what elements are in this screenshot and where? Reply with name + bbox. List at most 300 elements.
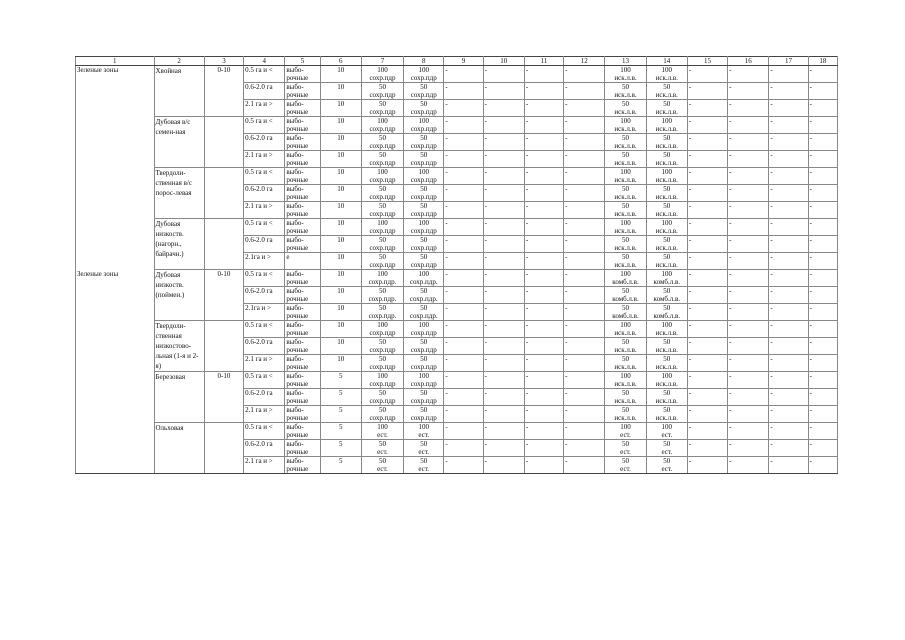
table-row [76,304,838,313]
table-cell [808,346,837,355]
table-cell: - [524,66,563,75]
table-cell [204,151,243,160]
table-cell [204,380,243,389]
table-cell: - [444,253,483,262]
table-cell: иск.л.в. [605,244,646,253]
table-cell [564,431,605,440]
table-cell [524,108,563,117]
table-cell: - [808,202,837,211]
table-cell: - [769,151,808,160]
table-cell: - [564,423,605,432]
table-cell: - [769,338,808,347]
table-row [76,321,838,330]
table-cell: - [564,389,605,398]
table-cell: сохр.пдр [404,210,444,219]
table-cell: - [728,304,769,313]
table-cell: - [524,338,563,347]
table-cell: - [483,406,524,415]
table-cell: 50 [605,202,646,211]
table-cell: сохр.пдр [361,210,403,219]
table-cell: - [769,389,808,398]
table-cell [444,142,483,151]
table-cell [483,295,524,304]
table-cell: 50 [404,304,444,313]
table-cell [76,244,155,253]
table-cell [524,142,563,151]
table-cell [687,295,727,304]
table-cell: - [808,185,837,194]
table-cell: - [808,389,837,398]
table-cell [728,448,769,457]
table-cell [524,295,563,304]
table-cell [76,278,155,287]
table-cell [483,91,524,100]
table-cell: - [769,253,808,262]
table-row [76,406,838,415]
table-cell [244,312,285,321]
table-cell: - [687,66,727,75]
table-cell: выбо- [285,66,320,75]
table-cell [204,431,243,440]
table-cell: иск.л.в. [646,227,687,236]
table-cell [483,414,524,423]
table-cell: 5 [320,440,361,449]
table-cell: 50 [404,202,444,211]
table-cell: 100 [646,372,687,381]
table-cell: иск.л.в. [605,227,646,236]
table-cell: - [564,440,605,449]
table-cell: - [524,406,563,415]
table-cell [524,125,563,134]
table-row [76,91,838,100]
table-cell: - [728,100,769,109]
table-cell: сохр.пдр. [404,278,444,287]
table-cell [564,108,605,117]
table-cell: - [687,457,727,466]
column-header: 17 [769,57,808,66]
table-cell [244,431,285,440]
table-cell [687,363,727,372]
table-cell: - [524,423,563,432]
table-cell [76,321,155,330]
table-cell: - [564,321,605,330]
table-cell: 0-10 [204,372,243,381]
table-cell: - [728,372,769,381]
table-cell [204,244,243,253]
table-cell: 50 [605,185,646,194]
table-cell: 100 [404,372,444,381]
table-cell [204,83,243,92]
table-cell [204,74,243,83]
table-cell [76,159,155,168]
table-cell: 50 [361,287,403,296]
table-cell: 50 [404,185,444,194]
table-cell [320,142,361,151]
table-cell [769,91,808,100]
table-cell [483,465,524,474]
table-cell: сохр.пдр [361,346,403,355]
table-cell [76,346,155,355]
table-cell [244,363,285,372]
table-cell: - [444,423,483,432]
table-cell: 0.5 га и < [244,117,285,126]
table-cell: - [808,355,837,364]
table-cell [204,176,243,185]
table-cell [154,465,204,474]
table-cell: 100 [646,270,687,279]
table-cell [76,91,155,100]
table-cell: Зеленые зоны [76,270,155,279]
table-cell: иск.л.в. [646,125,687,134]
table-cell: иск.л.в. [646,244,687,253]
table-cell: 5 [320,406,361,415]
table-cell [76,423,155,432]
table-cell: - [483,66,524,75]
table-cell [769,380,808,389]
table-cell [808,329,837,338]
table-cell [769,227,808,236]
table-cell [204,185,243,194]
table-cell [76,295,155,304]
table-cell: 50 [361,185,403,194]
table-cell: 100 [361,219,403,228]
table-cell: 50 [605,151,646,160]
table-cell: - [687,270,727,279]
table-cell [564,380,605,389]
table-cell: - [687,134,727,143]
table-cell [244,210,285,219]
table-cell [524,159,563,168]
table-cell [320,159,361,168]
table-cell: ест. [646,465,687,474]
table-cell: 10 [320,151,361,160]
table-cell [564,142,605,151]
table-cell: сохр.пдр [404,125,444,134]
table-cell: - [444,100,483,109]
table-cell: выбо- [285,321,320,330]
table-cell [524,244,563,253]
table-cell: иск.л.в. [646,261,687,270]
table-cell: 100 [404,423,444,432]
table-cell: 50 [404,83,444,92]
table-cell: - [483,355,524,364]
table-cell [564,74,605,83]
table-cell: сохр.пдр [361,159,403,168]
table-cell [687,193,727,202]
table-cell: - [728,321,769,330]
table-cell: 100 [404,168,444,177]
table-cell [687,125,727,134]
table-cell [76,219,155,228]
table-cell [687,448,727,457]
table-cell [154,414,204,423]
table-row [76,397,838,406]
table-cell: 50 [404,457,444,466]
table-cell: - [728,202,769,211]
table-cell [444,346,483,355]
table-cell: - [524,117,563,126]
table-cell [483,244,524,253]
table-cell: иск.л.в. [646,414,687,423]
table-cell [285,261,320,270]
table-cell [524,193,563,202]
table-cell: выбо- [285,304,320,313]
table-cell [76,338,155,347]
table-cell: 100 [646,117,687,126]
table-cell: 100 [404,270,444,279]
table-cell [320,448,361,457]
table-row [76,389,838,398]
table-cell [769,414,808,423]
table-cell: 2.1 га и > [244,355,285,364]
table-cell: иск.л.в. [605,91,646,100]
table-cell [564,193,605,202]
table-cell: 0.6-2.0 га [244,134,285,143]
table-cell: сохр.пдр [404,227,444,236]
table-cell: - [808,134,837,143]
table-row [76,423,838,432]
table-cell [154,159,204,168]
table-cell [687,380,727,389]
table-cell: 10 [320,304,361,313]
stand-type-label: Твердоли-ственная низкостово-льная (1-я и 2-я) [155,322,199,370]
table-cell [154,210,204,219]
table-cell: - [524,219,563,228]
table-cell: - [483,151,524,160]
table-cell: 50 [646,338,687,347]
table-cell: 50 [404,355,444,364]
table-cell [483,108,524,117]
table-cell: - [444,83,483,92]
table-cell [76,185,155,194]
table-cell [728,74,769,83]
table-cell [444,74,483,83]
table-cell: иск.л.в. [646,159,687,168]
table-cell: - [728,457,769,466]
table-cell: иск.л.в. [646,397,687,406]
table-cell: иск.л.в. [646,74,687,83]
table-cell: 50 [605,440,646,449]
table-cell: - [728,338,769,347]
table-cell: - [483,389,524,398]
table-cell [76,372,155,381]
table-cell [76,414,155,423]
table-cell: - [769,321,808,330]
table-cell: - [524,355,563,364]
table-cell [76,261,155,270]
table-cell: 50 [404,338,444,347]
table-cell: - [564,287,605,296]
table-cell [204,397,243,406]
table-cell [204,168,243,177]
table-cell [687,278,727,287]
table-cell: ест. [404,431,444,440]
table-cell [483,74,524,83]
table-cell: 100 [404,219,444,228]
table-cell: - [769,134,808,143]
table-cell: 50 [605,253,646,262]
table-cell [687,108,727,117]
table-cell [154,83,204,92]
table-cell: иск.л.в. [646,91,687,100]
table-cell: - [564,457,605,466]
table-cell [769,278,808,287]
table-cell: 50 [361,134,403,143]
table-cell: выбо- [285,440,320,449]
table-cell [808,108,837,117]
table-cell: иск.л.в. [605,397,646,406]
table-cell: - [687,406,727,415]
table-cell [320,261,361,270]
table-cell [808,91,837,100]
table-cell: 50 [404,151,444,160]
table-cell [687,312,727,321]
table-cell: - [483,287,524,296]
table-cell: - [687,321,727,330]
table-cell [728,397,769,406]
table-cell [320,295,361,304]
table-cell: рочные [285,74,320,83]
table-row [76,414,838,423]
table-cell [564,448,605,457]
table-cell: 50 [646,389,687,398]
table-cell [808,431,837,440]
table-cell [524,227,563,236]
table-cell [154,312,204,321]
table-cell: 100 [404,321,444,330]
table-cell [154,261,204,270]
table-cell [320,244,361,253]
table-cell: иск.л.в. [605,159,646,168]
table-cell [524,465,563,474]
table-cell [204,159,243,168]
table-cell [483,210,524,219]
table-cell: иск.л.в. [646,346,687,355]
table-cell: ест. [404,465,444,474]
table-cell: 100 [646,66,687,75]
table-cell: 100 [404,117,444,126]
table-cell: - [444,117,483,126]
table-cell [154,321,204,370]
table-cell: - [687,440,727,449]
table-cell: - [483,372,524,381]
table-cell [154,270,204,299]
table-cell: - [444,355,483,364]
table-cell [76,202,155,211]
table-cell [154,397,204,406]
table-cell: - [687,202,727,211]
table-cell: 100 [361,117,403,126]
table-row [76,219,838,228]
table-cell: 100 [361,168,403,177]
table-cell [444,244,483,253]
stand-type-label: Хвойная [155,67,182,75]
table-cell [444,431,483,440]
table-cell: 50 [404,236,444,245]
table-cell [769,261,808,270]
table-cell [687,210,727,219]
table-cell [244,278,285,287]
table-cell [728,278,769,287]
table-cell [76,253,155,262]
table-cell [244,346,285,355]
table-cell: 0.5 га и < [244,423,285,432]
table-cell: - [728,389,769,398]
table-cell: 50 [361,338,403,347]
table-cell: рочные [285,210,320,219]
table-cell: 100 [646,321,687,330]
table-cell: сохр.пдр. [361,278,403,287]
column-header: 11 [524,57,563,66]
table-cell: - [564,168,605,177]
table-cell: сохр.пдр [361,397,403,406]
table-cell: 50 [361,151,403,160]
table-cell: 2.1га и > [244,304,285,313]
table-cell [444,210,483,219]
table-cell [244,414,285,423]
table-cell: иск.л.в. [646,363,687,372]
table-cell: сохр.пдр. [404,295,444,304]
table-cell: 2.1 га и > [244,457,285,466]
table-cell [808,193,837,202]
table-cell [154,304,204,313]
table-cell: сохр.пдр [361,91,403,100]
table-cell [564,295,605,304]
table-cell: 2.1 га и > [244,100,285,109]
table-cell [154,219,204,258]
table-cell: 50 [404,287,444,296]
table-cell: 50 [605,236,646,245]
table-cell: - [483,457,524,466]
table-cell: - [444,338,483,347]
table-cell [204,346,243,355]
table-cell [76,193,155,202]
table-cell: - [483,423,524,432]
table-cell: рочные [285,227,320,236]
table-cell: комб.л.в. [605,295,646,304]
table-cell: 10 [320,66,361,75]
table-cell [483,431,524,440]
table-cell: ест. [361,448,403,457]
table-cell: сохр.пдр [361,244,403,253]
table-cell [728,346,769,355]
table-cell [483,125,524,134]
table-cell [524,91,563,100]
table-cell: 50 [605,457,646,466]
table-cell: - [444,457,483,466]
table-cell: - [564,406,605,415]
table-cell: 50 [646,134,687,143]
table-cell: 5 [320,372,361,381]
table-cell: - [444,270,483,279]
table-cell [483,329,524,338]
table-cell: - [687,372,727,381]
table-cell: - [524,168,563,177]
table-row [76,210,838,219]
table-cell: 50 [605,355,646,364]
table-cell: иск.л.в. [605,380,646,389]
table-cell: - [769,202,808,211]
table-cell: - [483,253,524,262]
table-cell: рочные [285,363,320,372]
table-cell [808,448,837,457]
table-cell [769,142,808,151]
table-cell: сохр.пдр [361,193,403,202]
table-cell: - [687,219,727,228]
table-cell: сохр.пдр [404,363,444,372]
table-cell: - [687,83,727,92]
table-cell [564,210,605,219]
